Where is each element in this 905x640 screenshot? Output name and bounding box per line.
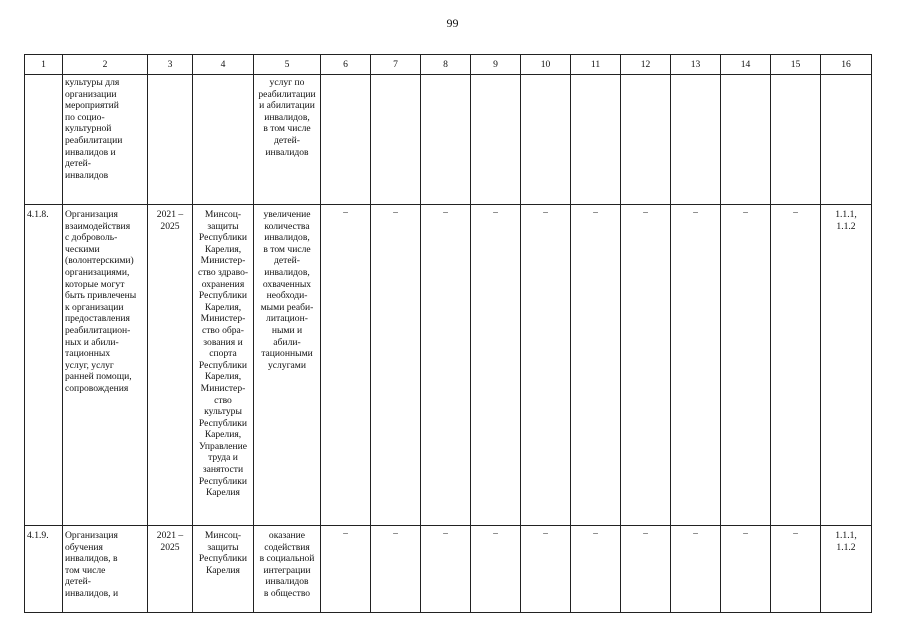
expected-result: оказание содействия в социальной интеграции инвалидов в общество [254, 526, 321, 613]
cell-value: – [521, 205, 571, 526]
table-row [25, 75, 872, 205]
cell-value: – [671, 205, 721, 526]
table-row [25, 526, 872, 613]
cell-value: – [371, 205, 421, 526]
column-number: 16 [821, 55, 872, 75]
cell-value [671, 75, 721, 205]
executor: Минсоц- защиты Республики Карелия, Министер- ство здраво- охранения Республики Карелия, Министер- ство обра- зования и спорта Республики Карелия, Министер- ство культуры Республики Карелия, Управление труда и занятости Республики Карелия [193, 205, 254, 526]
program-table [24, 54, 872, 613]
cell-value [621, 75, 671, 205]
cell-value: – [371, 526, 421, 613]
indicators: 1.1.1, 1.1.2 [821, 526, 872, 613]
column-number: 15 [771, 55, 821, 75]
table-row [25, 205, 872, 526]
cell-value: – [421, 205, 471, 526]
column-number: 7 [371, 55, 421, 75]
indicators [821, 75, 872, 205]
cell-value [321, 75, 371, 205]
cell-value: – [471, 526, 521, 613]
cell-value [571, 75, 621, 205]
cell-value: – [571, 205, 621, 526]
column-number: 9 [471, 55, 521, 75]
cell-value: – [321, 526, 371, 613]
column-number: 4 [193, 55, 254, 75]
cell-value [371, 75, 421, 205]
executor [193, 75, 254, 205]
measure-name: культуры для организации мероприятий по социо- культурной реабилитации инвалидов и детей- инвалидов [63, 75, 148, 205]
column-number: 13 [671, 55, 721, 75]
column-number: 6 [321, 55, 371, 75]
cell-value: – [721, 205, 771, 526]
cell-value [421, 75, 471, 205]
column-number: 1 [25, 55, 63, 75]
column-number: 3 [148, 55, 193, 75]
cell-value: – [771, 526, 821, 613]
column-number: 12 [621, 55, 671, 75]
expected-result: услуг по реабилитации и абилитации инвалидов, в том числе детей- инвалидов [254, 75, 321, 205]
column-number: 11 [571, 55, 621, 75]
column-number: 14 [721, 55, 771, 75]
period: 2021 – 2025 [148, 526, 193, 613]
item-number: 4.1.8. [25, 205, 63, 526]
expected-result: увеличение количества инвалидов, в том числе детей- инвалидов, охваченных необходи- мыми реаби- литацион- ными и абили- тационными услугами [254, 205, 321, 526]
cell-value: – [521, 526, 571, 613]
column-number: 8 [421, 55, 471, 75]
cell-value [771, 75, 821, 205]
cell-value: – [571, 526, 621, 613]
cell-value [721, 75, 771, 205]
cell-value: – [471, 205, 521, 526]
period [148, 75, 193, 205]
column-number-row [25, 55, 872, 75]
cell-value: – [421, 526, 471, 613]
column-number: 5 [254, 55, 321, 75]
item-number [25, 75, 63, 205]
page-number: 99 [446, 16, 459, 30]
cell-value [471, 75, 521, 205]
item-number: 4.1.9. [25, 526, 63, 613]
executor: Минсоц- защиты Республики Карелия [193, 526, 254, 613]
cell-value: – [621, 205, 671, 526]
cell-value: – [771, 205, 821, 526]
column-number: 10 [521, 55, 571, 75]
measure-name: Организация взаимодействия с доброволь- ческими (волонтерскими) организациями, которые могут быть привлечены к организации предоставления реабилитацион- ных и абили- тационных услуг, услуг ранней помощи, сопровождения [63, 205, 148, 526]
period: 2021 – 2025 [148, 205, 193, 526]
cell-value: – [671, 526, 721, 613]
column-number: 2 [63, 55, 148, 75]
cell-value: – [721, 526, 771, 613]
cell-value [521, 75, 571, 205]
measure-name: Организация обучения инвалидов, в том числе детей- инвалидов, и [63, 526, 148, 613]
cell-value: – [621, 526, 671, 613]
cell-value: – [321, 205, 371, 526]
indicators: 1.1.1, 1.1.2 [821, 205, 872, 526]
